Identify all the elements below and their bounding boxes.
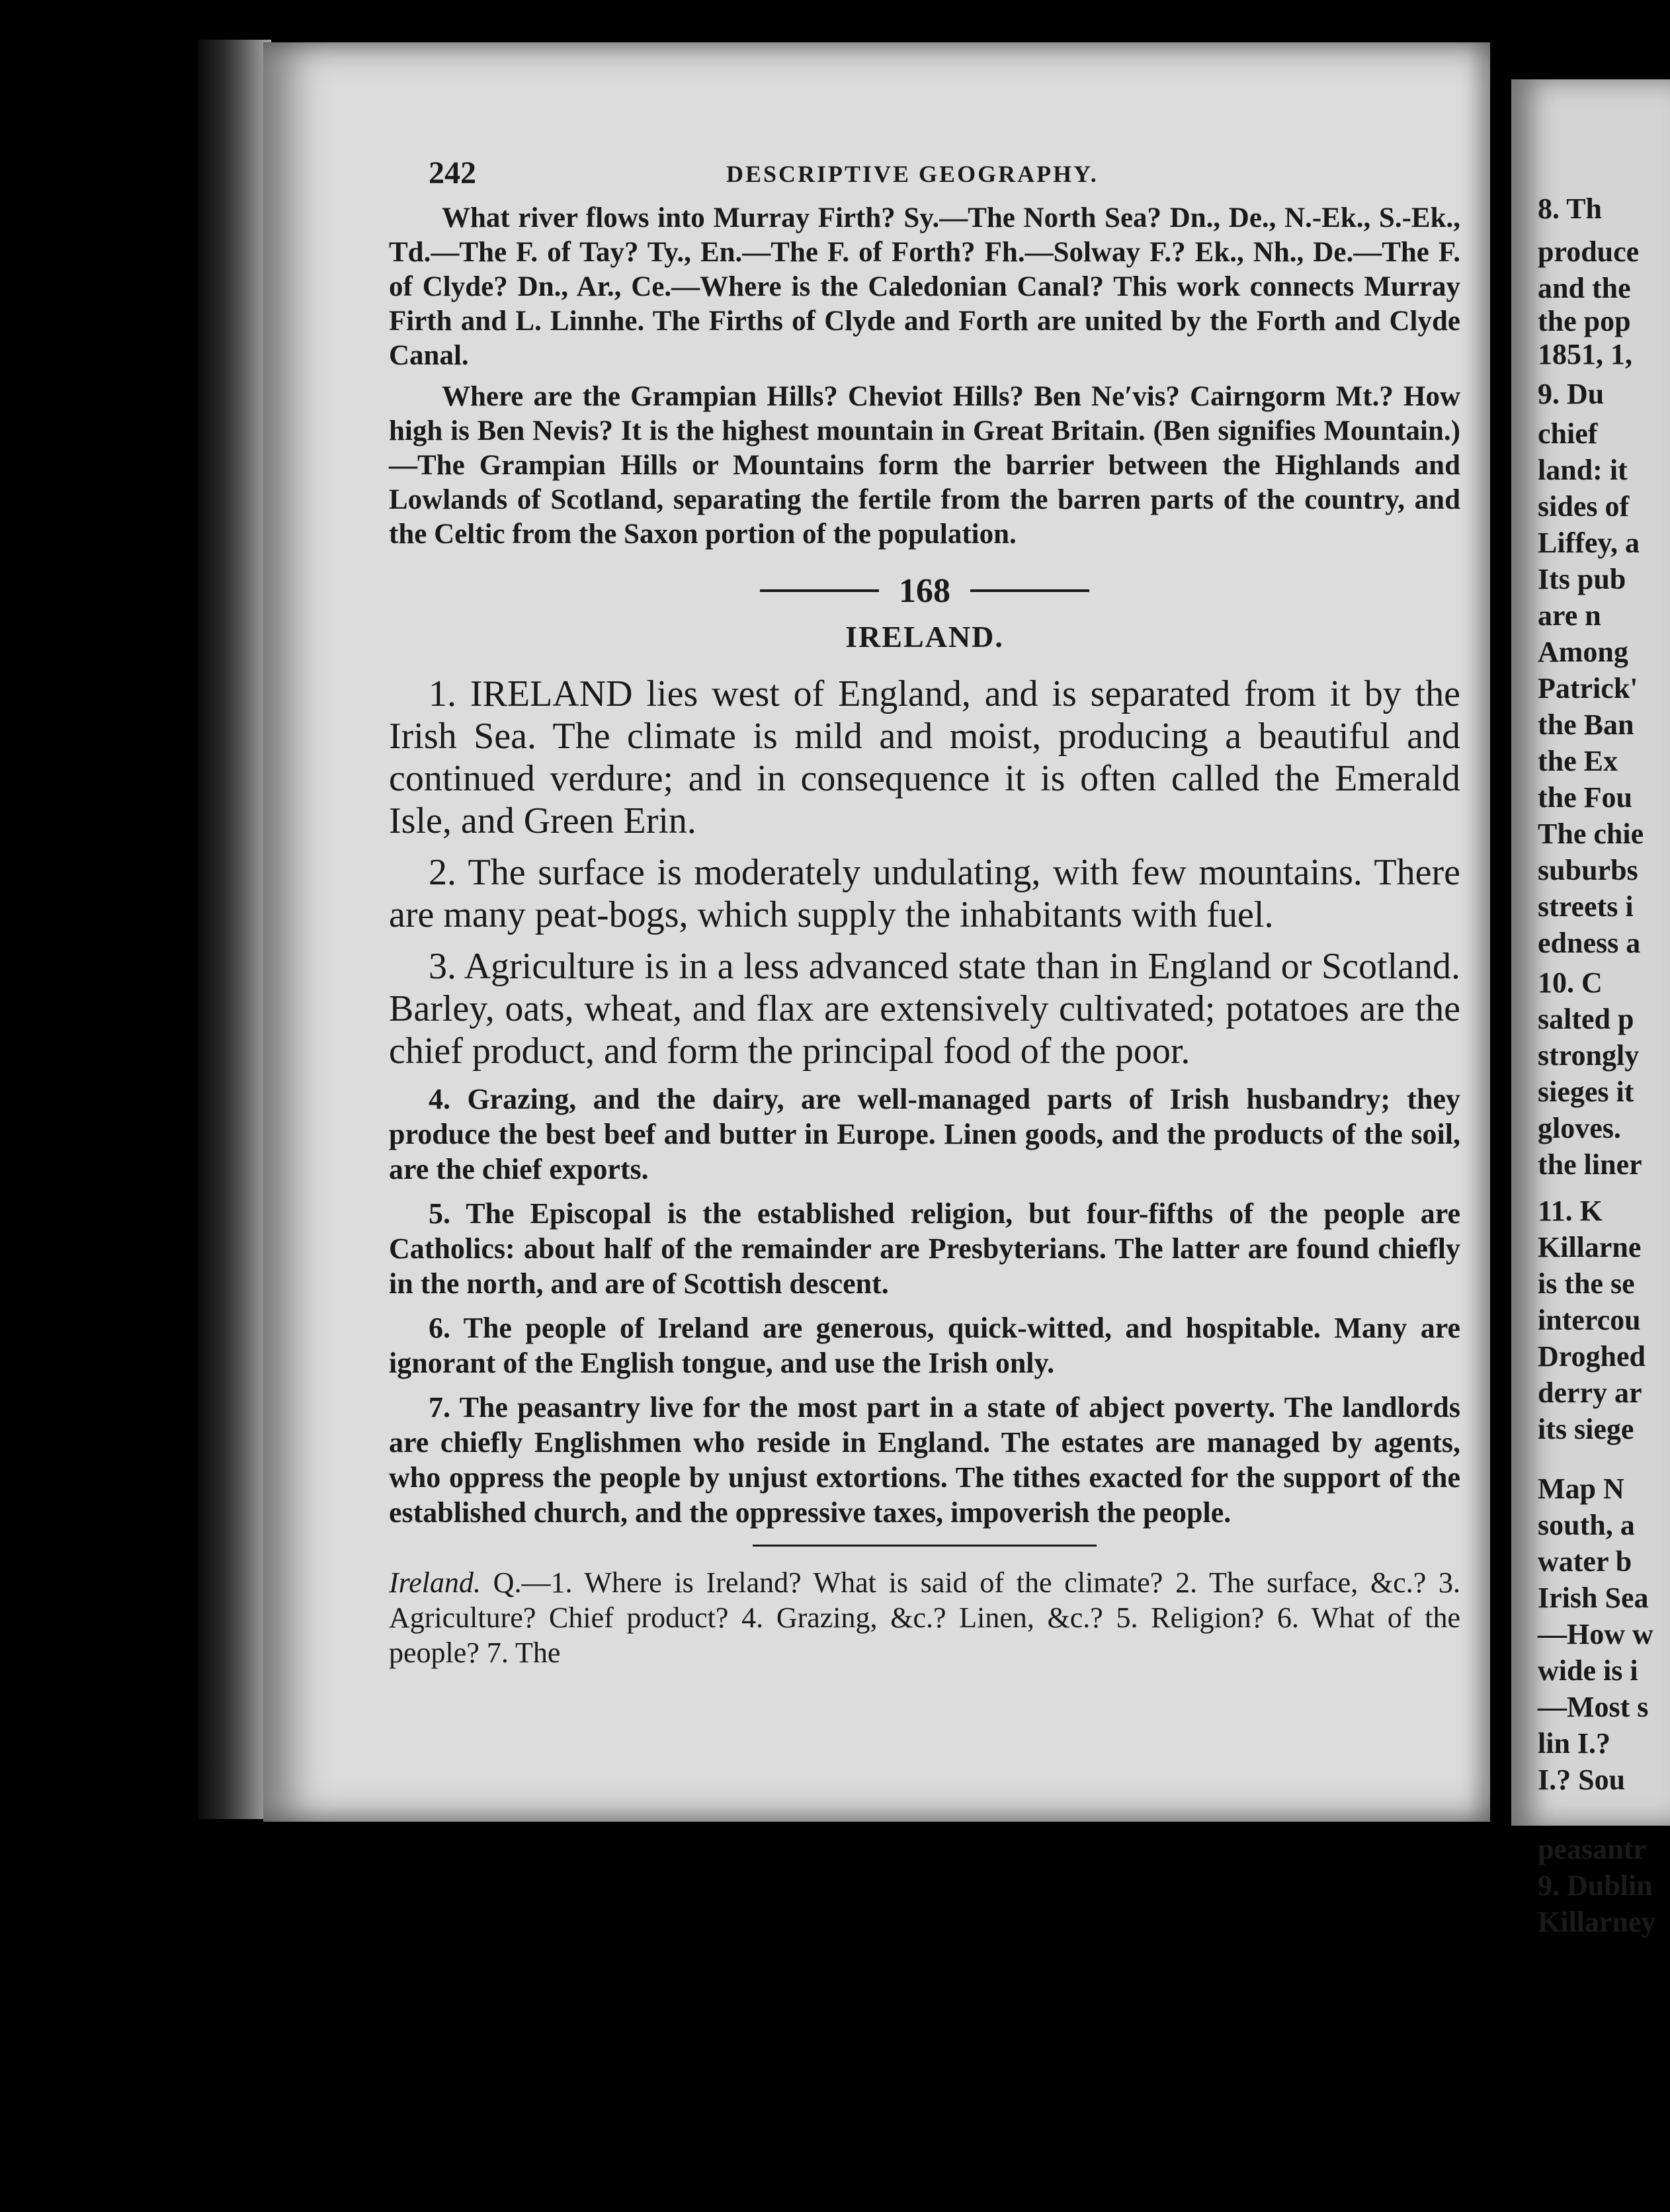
adjacent-page-line: chief	[1538, 417, 1598, 450]
adjacent-page-line: Irish Sea	[1538, 1582, 1649, 1614]
adjacent-page-line: Liffey, a	[1538, 527, 1640, 559]
continued-paragraph: Where are the Grampian Hills? Cheviot Hills? Ben Ne′vis? Cairngorm Mt.? How high is Ben Nevis? It is the highest mountain in Great Britain. (Ben signifies Mountain.)—The Grampian Hills or Mountains form the barrier between the Highlands and Lowlands of Scotland, separating the fertile from the barren parts of the country, and the Celtic from the Saxon portion of the population.	[389, 381, 1460, 550]
adjacent-page-line: sieges it	[1538, 1076, 1634, 1108]
book-binding-edge	[198, 40, 271, 1819]
page-content	[389, 155, 1460, 1670]
adjacent-page-fragment	[1511, 79, 1670, 1938]
adjacent-page-line: suburbs	[1538, 854, 1638, 886]
main-paragraph: 2. The surface is moderately undulating, with few mountains. There are many peat-bogs, which supply the inhabitants with fuel.	[389, 852, 1460, 935]
adjacent-page-line: Killarne	[1538, 1231, 1642, 1263]
adjacent-page-line: the liner	[1538, 1148, 1642, 1181]
adjacent-page-line: and the	[1538, 272, 1631, 304]
adjacent-page-line: are n	[1538, 599, 1601, 632]
continued-text-block	[389, 201, 1460, 552]
adjacent-page-line: lin I.?	[1538, 1727, 1611, 1760]
adjacent-page-line: —Most s	[1538, 1691, 1649, 1723]
adjacent-page-line: wide is i	[1538, 1654, 1638, 1687]
adjacent-page-line: the Fou	[1538, 781, 1632, 814]
adjacent-page-line: water b	[1538, 1545, 1632, 1578]
footnote-rule	[753, 1545, 1097, 1547]
adjacent-page-line: south, a	[1538, 1509, 1635, 1541]
adjacent-page-line: sides of	[1538, 490, 1630, 523]
secondary-text-block	[389, 1082, 1460, 1530]
adjacent-page-line: the Ex	[1538, 745, 1618, 777]
section-number: 168	[899, 572, 950, 610]
running-title: DESCRIPTIVE GEOGRAPHY.	[726, 161, 1099, 187]
adjacent-page-line: gloves.	[1538, 1112, 1621, 1144]
secondary-paragraph: 7. The peasantry live for the most part in a state of abject poverty. The landlords are chiefly Englishmen who reside in England. The estates are managed by agents, who oppress the people by unjust extortions. The tithes exacted for the support of the established church, and the oppressive taxes, impoverish the people.	[389, 1391, 1460, 1529]
secondary-paragraph: 5. The Episcopal is the established religion, but four-fifths of the people are Catholics: about half of the remainder are Presbyterians. The latter are found chiefly in the north, and are of Scottish descent.	[389, 1197, 1460, 1300]
main-text-block	[389, 673, 1460, 1072]
secondary-paragraph: 4. Grazing, and the dairy, are well-managed parts of Irish husbandry; they produce the best beef and butter in Europe. Linen goods, and the products of the soil, are the chief exports.	[389, 1083, 1460, 1185]
continued-paragraph: What river flows into Murray Firth? Sy.—The North Sea? Dn., De., N.-Ek., S.-Ek., Td.—The F. of Tay? Ty., En.—The F. of Forth? Fh.—Solway F.? Ek., Nh., De.—The F. of Clyde? Dn., Ar., Ce.—Where is the Caledonian Canal? This work connects Murray Firth and L. Linnhe. The Firths of Clyde and Forth are united by the Forth and Clyde Canal.	[389, 202, 1460, 371]
adjacent-page-line: derry ar	[1538, 1377, 1642, 1409]
adjacent-page-line: salted p	[1538, 1003, 1634, 1035]
page-number: 242	[429, 155, 476, 191]
adjacent-page-line: 8. Th	[1538, 192, 1603, 225]
adjacent-page-line: intercou	[1538, 1304, 1641, 1336]
adjacent-page-line: The chie	[1538, 818, 1644, 850]
adjacent-page-line: Droghed	[1538, 1340, 1646, 1373]
adjacent-page-line: Among	[1538, 636, 1628, 668]
questions-label: Ireland.	[389, 1566, 481, 1599]
adjacent-page-line: 1851, 1,	[1538, 338, 1632, 370]
review-questions	[389, 1565, 1460, 1670]
questions-text: Q.—1. Where is Ireland? What is said of the climate? 2. The surface, &c.? 3. Agriculture? Chief product? 4. Grazing, &c.? Linen, &c.? 5. Religion? 6. What of the people? 7. The	[389, 1566, 1461, 1669]
adjacent-page-line: 10. C	[1538, 966, 1603, 999]
adjacent-page-line: peasantr	[1538, 1833, 1646, 1865]
adjacent-page-line: —How w	[1538, 1618, 1653, 1650]
adjacent-page-line: strongly	[1538, 1039, 1640, 1072]
book-page	[263, 42, 1490, 1822]
adjacent-page-line: edness a	[1538, 927, 1641, 959]
adjacent-page-line: Patrick'	[1538, 672, 1638, 704]
divider-line-left	[760, 589, 879, 592]
adjacent-page-line: Map N	[1538, 1472, 1624, 1505]
adjacent-page-line: its siege	[1538, 1413, 1634, 1445]
running-header	[389, 155, 1460, 201]
adjacent-page-line: produce	[1538, 235, 1640, 268]
divider-line-right	[970, 589, 1089, 592]
adjacent-page-line: the Ban	[1538, 708, 1634, 741]
adjacent-page-line: is the se	[1538, 1267, 1635, 1300]
section-divider	[389, 568, 1460, 614]
adjacent-page-line: 9. Dublin	[1538, 1869, 1653, 1902]
adjacent-page-line: streets i	[1538, 890, 1634, 923]
adjacent-page-line: Its pub	[1538, 563, 1626, 595]
main-paragraph: 1. IRELAND lies west of England, and is separated from it by the Irish Sea. The climate is mild and moist, producing a beautiful and continued verdure; and in consequence it is often called the Emerald Isle, and Green Erin.	[389, 673, 1460, 841]
adjacent-page-line: 9. Du	[1538, 378, 1605, 410]
section-title: IRELAND.	[845, 620, 1004, 654]
main-paragraph: 3. Agriculture is in a less advanced state than in England or Scotland. Barley, oats, wheat, and flax are extensively cultivated; potatoes are the chief product, and form the principal food of the poor.	[389, 946, 1460, 1072]
adjacent-page-line: 11. K	[1538, 1195, 1603, 1227]
adjacent-page-line: land: it	[1538, 454, 1628, 486]
adjacent-page-line: I.? Sou	[1538, 1764, 1626, 1796]
adjacent-page-line: the pop	[1538, 305, 1631, 337]
adjacent-page-line: Killarney	[1538, 1906, 1656, 1938]
secondary-paragraph: 6. The people of Ireland are generous, quick-witted, and hospitable. Many are ignorant of the English tongue, and use the Irish only.	[389, 1312, 1460, 1379]
